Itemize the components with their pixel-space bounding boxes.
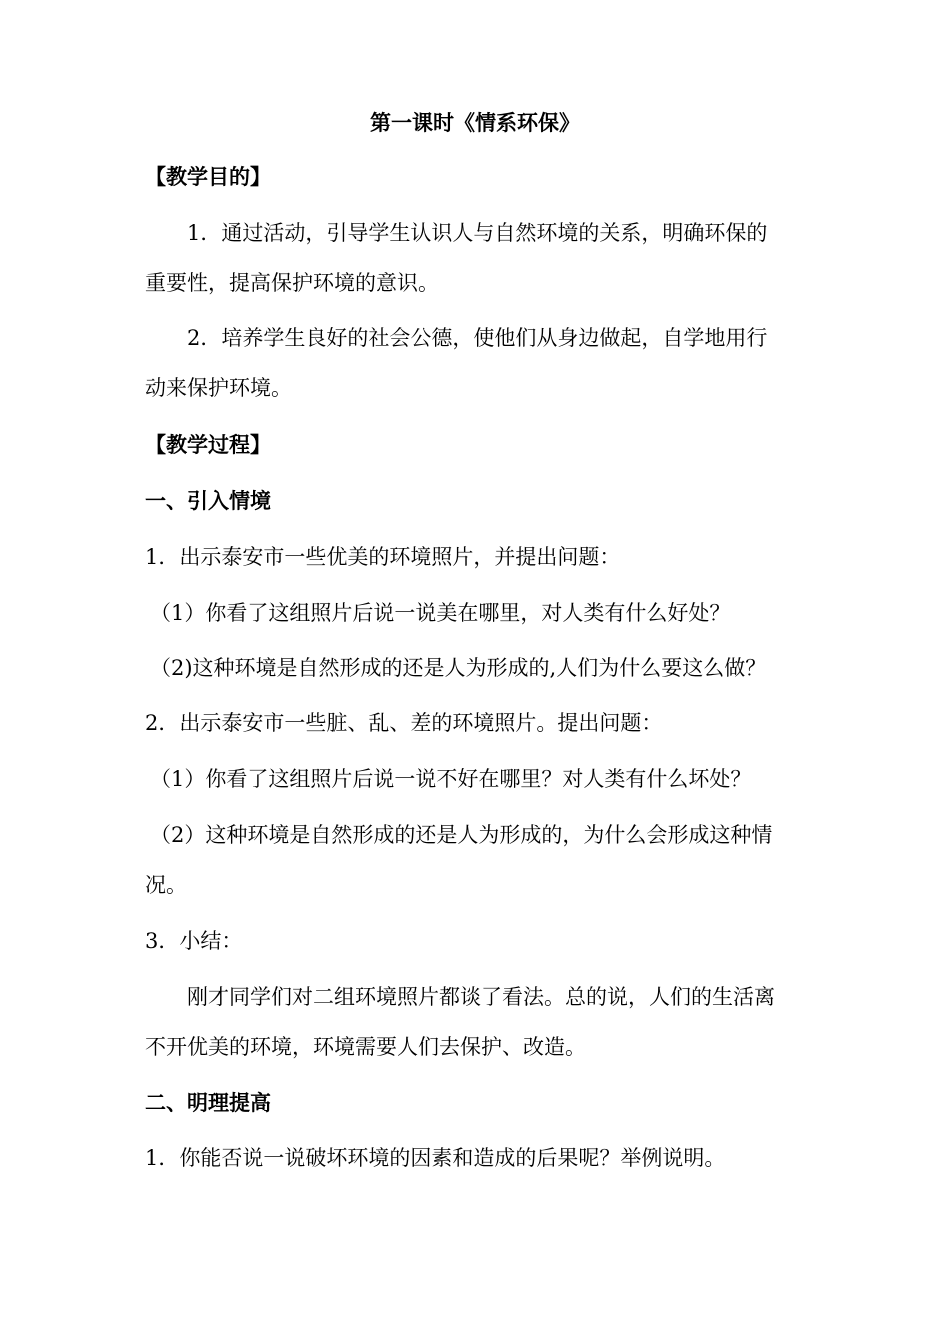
part-1-item-1: 1．出示泰安市一些优美的环境照片，并提出问题：	[145, 545, 621, 569]
part-1-item-2-question-2-line-1: （2）这种环境是自然形成的还是人为形成的，为什么会形成这种情	[150, 823, 773, 847]
objective-1-line-1: 1．通过活动，引导学生认识人与自然环境的关系，明确环保的	[187, 221, 768, 245]
part-2-heading: 二、明理提高	[145, 1091, 271, 1115]
part-2-item-1: 1．你能否说一说破坏环境的因素和造成的后果呢？举例说明。	[145, 1146, 726, 1170]
part-1-item-2-question-2-line-2: 况。	[145, 873, 187, 897]
objective-2-line-1: 2．培养学生良好的社会公德，使他们从身边做起，自学地用行	[187, 326, 768, 350]
summary-line-2: 不开优美的环境，环境需要人们去保护、改造。	[145, 1035, 586, 1059]
part-1-item-1-question-2: （2)这种环境是自然形成的还是人为形成的,人们为什么要这么做？	[150, 656, 767, 680]
objective-1-line-2: 重要性，提高保护环境的意识。	[145, 271, 439, 295]
objectives-heading: 【教学目的】	[145, 165, 271, 189]
part-1-item-2-question-1: （1）你看了这组照片后说一说不好在哪里？对人类有什么坏处？	[150, 767, 752, 791]
part-1-item-1-question-1: （1）你看了这组照片后说一说美在哪里，对人类有什么好处？	[150, 601, 731, 625]
page-title: 第一课时《情系环保》	[370, 111, 580, 135]
objective-2-line-2: 动来保护环境。	[145, 376, 292, 400]
part-1-item-2: 2．出示泰安市一些脏、乱、差的环境照片。提出问题：	[145, 711, 663, 735]
part-1-item-3: 3．小结：	[145, 929, 243, 953]
summary-line-1: 刚才同学们对二组环境照片都谈了看法。总的说，人们的生活离	[187, 985, 775, 1009]
process-heading: 【教学过程】	[145, 433, 271, 457]
part-1-heading: 一、引入情境	[145, 489, 271, 513]
